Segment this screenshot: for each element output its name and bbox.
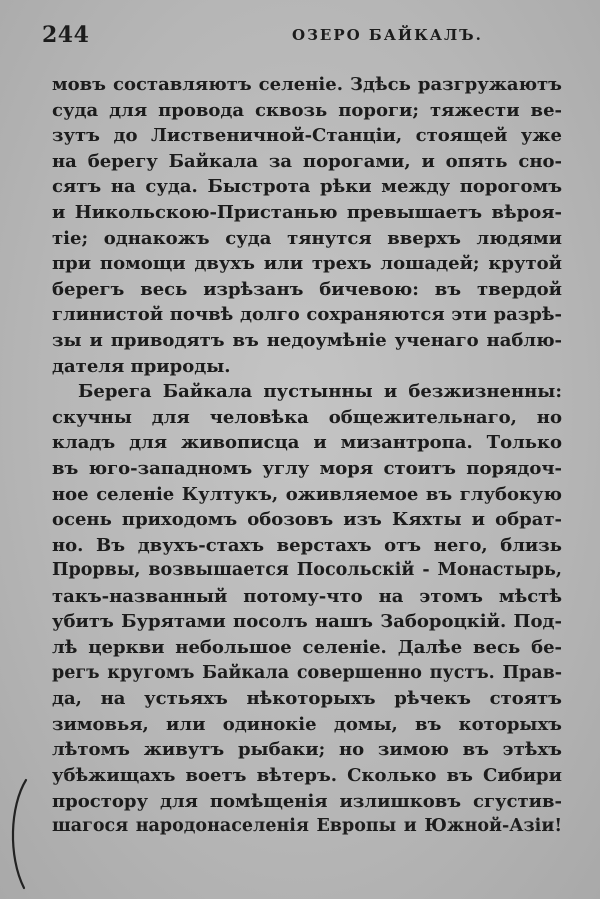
text-line: зутъ до Лиственичной-Станціи, стоящей уже (52, 125, 562, 147)
margin-bracket-mark (4, 776, 34, 891)
text-line: осень приходомъ обозовъ изъ Кяхты и обрат- (52, 509, 562, 531)
paragraph-start-line: Берега Байкала пустынны и безжизненны: (78, 381, 562, 403)
text-line: при помощи двухъ или трехъ лошадей; крутой (52, 253, 562, 275)
text-line: сятъ на суда. Быстрота рѣки между порогомъ (52, 176, 562, 198)
text-line: на берегу Байкала за порогами, и опять сно- (52, 150, 562, 172)
text-line: берегъ весь изрѣзанъ бичевою: въ твердой (52, 278, 562, 300)
running-head: ОЗЕРО БАЙКАЛЪ. (292, 26, 483, 44)
text-line: шагося народонаселенія Европы и Южной-Азіи! (52, 816, 562, 837)
text-line: лѣтомъ живутъ рыбаки; но зимою въ этѣхъ (52, 739, 562, 761)
text-line: лѣ церкви небольшое селеніе. Далѣе весь бе- (52, 637, 562, 659)
text-line: но. Въ двухъ-стахъ верстахъ отъ него, близь (52, 534, 562, 556)
text-line: тіе; однакожъ суда тянутся вверхъ людями (52, 227, 562, 249)
text-line: Прорвы, возвышается Посольскій - Монастырь, (52, 560, 562, 581)
text-line: ное селеніе Култукъ, оживляемое въ глубокую (52, 483, 562, 505)
text-line: глинистой почвѣ долго сохраняются эти разрѣ- (52, 304, 562, 326)
page-number: 244 (42, 22, 90, 48)
text-line: убитъ Бурятами посолъ нашъ Забороцкій. Под- (52, 611, 562, 633)
text-line: такъ-названный потому-что на этомъ мѣстѣ (52, 585, 562, 607)
text-line: суда для провода сквозь пороги; тяжести ве- (52, 99, 562, 121)
text-line: дателя природы. (52, 355, 231, 377)
text-line: въ юго-западномъ углу моря стоитъ порядоч- (52, 457, 562, 479)
text-line: зимовья, или одинокіе домы, въ которыхъ (52, 713, 562, 735)
text-line: мовъ составляютъ селеніе. Здѣсь разгружаютъ (52, 74, 562, 95)
text-line: да, на устьяхъ нѣкоторыхъ рѣчекъ стоятъ (52, 688, 562, 710)
text-line: убѣжищахъ воетъ вѣтеръ. Сколько въ Сибири (52, 765, 562, 787)
text-line: зы и приводятъ въ недоумѣніе ученаго наблю- (52, 329, 562, 351)
text-line: и Никольскою-Пристанью превышаетъ вѣроя- (52, 201, 562, 223)
text-line: простору для помѣщенія излишковъ сгустив- (52, 790, 562, 812)
text-line: регъ кругомъ Байкала совершенно пустъ. Прав- (52, 662, 562, 683)
body-text (52, 72, 562, 840)
text-line: скучны для человѣка общежительнаго, но (52, 406, 562, 428)
text-line: кладъ для живописца и мизантропа. Только (52, 432, 562, 454)
page-header (42, 22, 558, 50)
